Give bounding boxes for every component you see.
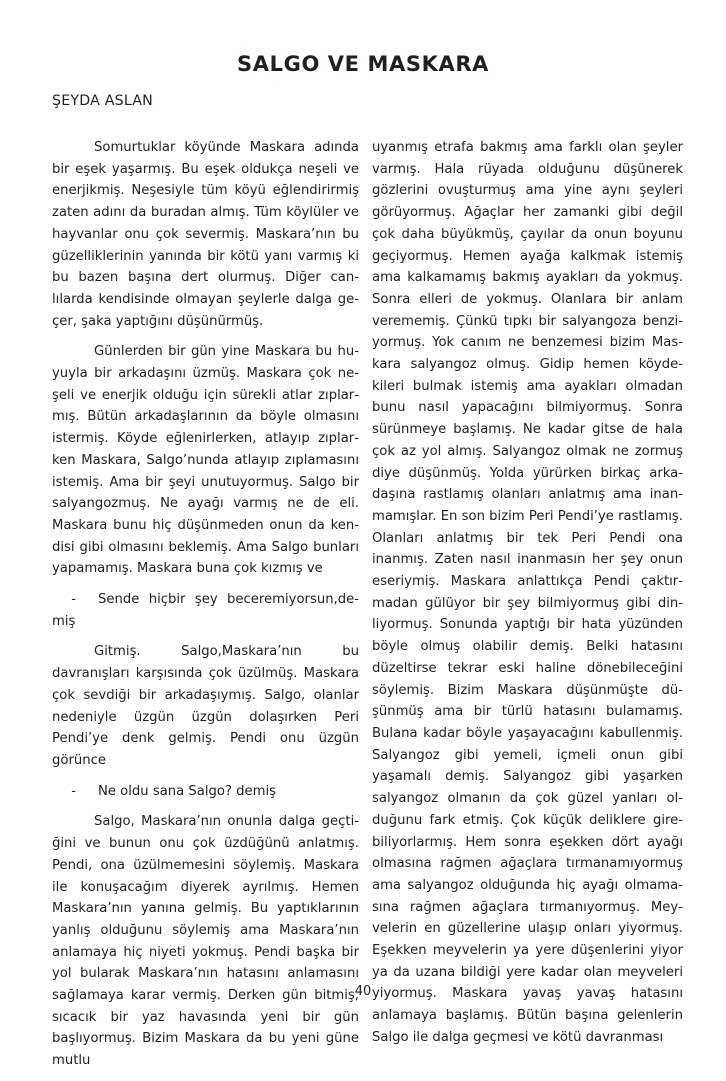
- page-number: 40: [354, 984, 372, 999]
- paragraph: Salgo, Maskara’nın onunla dalga geçtiğini ve bunun onu çok üzdüğünü anlatmış. Pendi, ona üzülmemesini söylemiş. Maskara ile konuşacağım diyerek ayrılmış. Hemen Maskara’nın yanına gelmiş. Bu yaptıklarının yanlış olduğunu söylemiş ama Maskara’nın anlamaya hiç niyeti yokmuş. Pendi başka bir yol bularak Maskara’nın hatasını anlamasını sağlamaya karar vermiş. Derken gün bitmiş, sıcacık bir yaz havasında yeni bir gün başlıyormuş. Bizim Maskara da bu yeni güne mutlu: [52, 814, 359, 1069]
- dialog-text: Sende hiçbir şey beceremiyorsun,demiş: [52, 592, 359, 629]
- paragraph-continuation: uyanmış etrafa bakmış ama farklı olan şeyler varmış. Hala rüyada olduğunu düşünerek gözlerini ovuşturmuş ama yine aynı şeyleri görüyormuş. Ağaçlar her zamanki gibi değil çok daha büyükmüş, çayılar da onun boyunu geçiyormuş. Hemen ayağa kalkmak istemiş ama kalkamamış bakmış ayakları da yokmuş. Sonra elleri de yokmuş. Olanlara bir anlam verememiş. Çünkü tıpkı bir salyangoza benziyormuş. Yok canım ne benzemesi bizim Maskara salyangoz olmuş. Gidip hemen köydekileri bulmak istemiş ama ayakları olmadan bunu nasıl yapacağını bilmiyormuş. Sonra sürünmeye başlamış. Ne kadar gitse de hala çok az yol almış. Salyangoz olmak ne zormuş diye düşünmüş. Yolda yürürken birkaç arkadaşına rastlamış olanları anlatmış ama inanmamışlar. En son bizim Peri Pendi’ye rastlamış. Olanları anlatmış bir tek Peri Pendi ona inanmış. Zaten nasıl inanmasın her şey onun eseriymiş. Maskara anlattıkça Pendi çaktırmadan gülüyor bir şey bilmiyormuş gibi dinliyormuş. Sonunda yaptığı bir hata yüzünden böyle olmuş olabilir demiş. Belki hatasını düzeltirse tekrar eski haline dönebileceğini söylemiş. Bizim Maskara düşünmüşte düşünmüş ama bir türlü hatasını bulamamış. Bulana kadar böyle yaşayacağını kabullenmiş. Salyangoz gibi yemeli, içmeli onun gibi yaşamalı demiş. Salyangoz gibi yaşarken salyangoz olmanın da çok güzel yanları olduğunu fark etmiş. Çok küçük deliklere girebiliyorlarmış. Hem sonra eşekken dört ayağı olmasına rağmen ağaçlara tırmanamıyormuş ama salyangoz olduğunda hiç ayağı olmamasına rağmen ağaçlara tırmanıyormuş. Meyvelerin en güzellerine ulaşıp onları yiyormuş. Eşekken meyvelerin ya yere düşenlerini yiyor ya da uzana bildiği yere kadar olan meyveleri yiyormuş. Maskara yavaş yavaş hatasını anlamaya başlamış. Bütün başına gelenlerin Salgo ile dalga geçmesi ve kötü davranması: [372, 140, 683, 1045]
- author-name: ŞEYDA ASLAN: [52, 93, 153, 109]
- dialog-line: [52, 589, 359, 632]
- dialog-dash: -: [71, 592, 76, 608]
- page-title: SALGO VE MASKARA: [237, 52, 489, 76]
- dialog-text: Ne oldu sana Salgo? demiş: [98, 783, 277, 799]
- paragraph: Günlerden bir gün yine Maskara bu huyuyla bir arkadaşını üzmüş. Maskara çok neşeli ve enerjik olduğu için sürekli atlar zıplarmış. Bütün arkadaşlarının da böyle olmasını istermiş. Köyde eğlenirlerken, atlayıp zıplarken Maskara, Salgo’nunda atlayıp zıplamasını istemiş. Ama bir şeyi unutuyormuş. Salgo bir salyangozmuş. Ne ayağı varmış ne de eli. Maskara bunu hiç düşünmeden onun da kendisi gibi olmasını beklemiş. Ama Salgo bunları yapamamış. Maskara buna çok kızmış ve: [52, 344, 359, 577]
- left-column: [52, 137, 359, 1081]
- paragraph: Somurtuklar köyünde Maskara adında bir eşek yaşarmış. Bu eşek oldukça neşeli ve enerjikmiş. Neşesiyle tüm köyü eğlendirirmiş zaten adını da buradan almış. Tüm köylüler ve hayvanlar onu çok severmiş. Maskara’nın bu güzelliklerinin yanında bir kötü yanı varmış ki bu bazen başına dert olurmuş. Diğer canlılarda kendisinde olmayan şeylerle dalga geçer, şaka yaptığını düşünürmüş.: [52, 140, 359, 329]
- dialog-line: [52, 781, 359, 803]
- dialog-dash: -: [71, 783, 76, 799]
- right-column: [372, 137, 683, 1058]
- paragraph: Gitmiş. Salgo,Maskara’nın bu davranışları karşısında çok üzülmüş. Maskara çok sevdiği bir arkadaşıymış. Salgo, olanlar nedeniyle üzgün üzgün dolaşırken Peri Pendi’ye denk gelmiş. Pendi onu üzgün görünce: [52, 644, 359, 768]
